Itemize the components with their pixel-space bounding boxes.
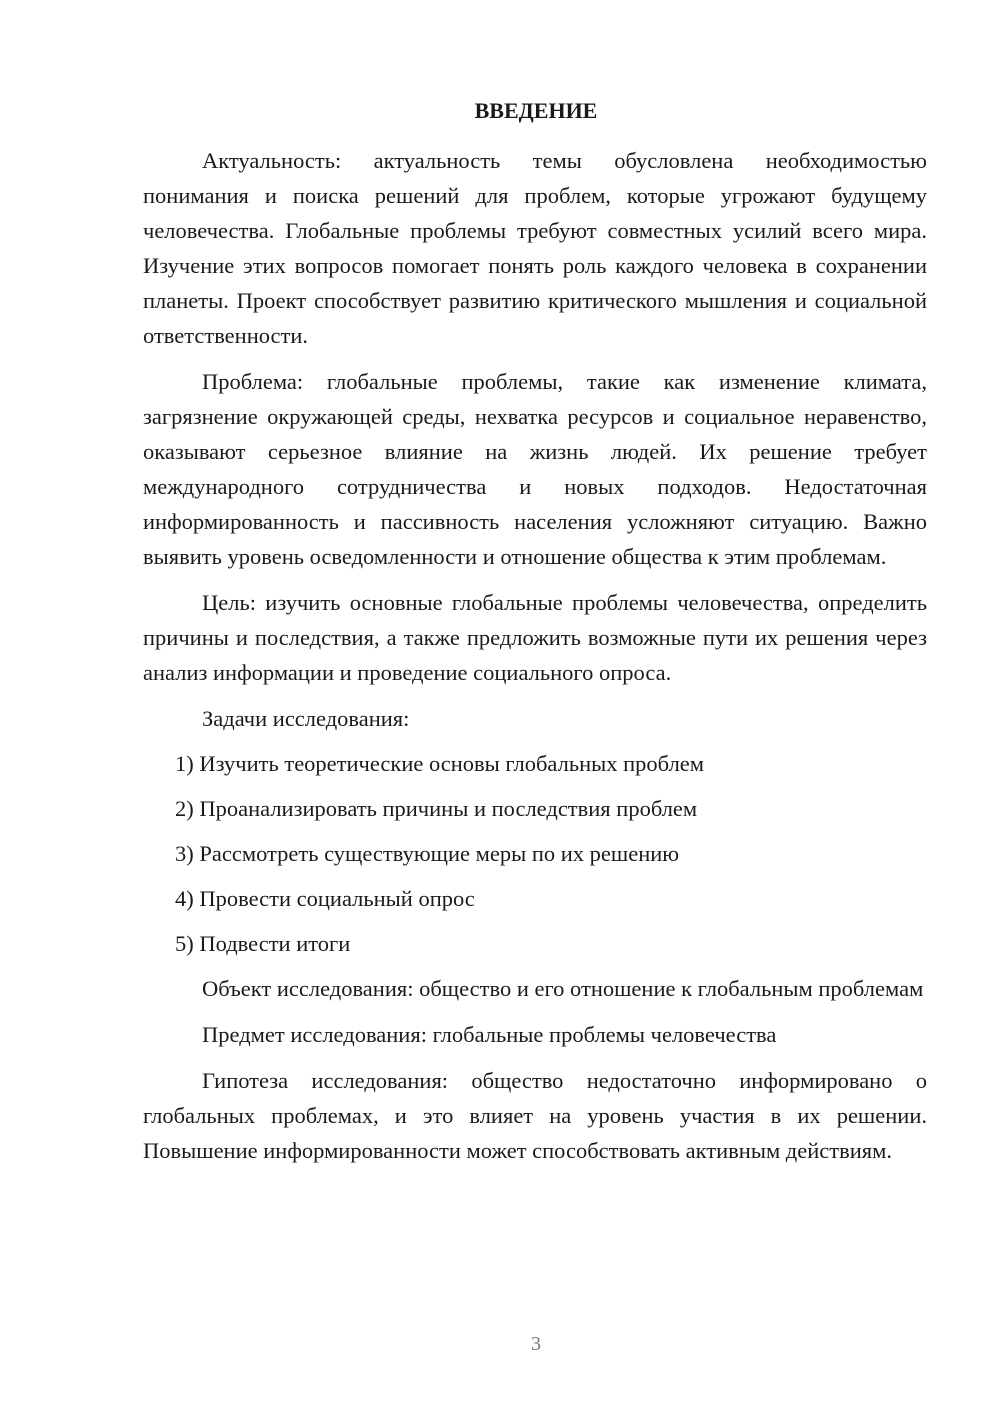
relevance-paragraph: Актуальность: актуальность темы обусловлена необходимостью понимания и поиска решений для проблем, которые угрожают будущему человечества. Глобальные проблемы требуют совместных усилий всего мира. Изучение этих вопросов помогает понять роль каждого человека в сохранении планеты. Проект способствует развитию критического мышления и социальной ответственности. xyxy=(143,148,927,348)
list-item: 2) Проанализировать причины и последствия проблем xyxy=(175,796,698,821)
goal-paragraph: Цель: изучить основные глобальные проблемы человечества, определить причины и последствия, а также предложить возможные пути их решения через анализ информации и проведение социального опроса. xyxy=(143,590,927,685)
tasks-list xyxy=(143,746,927,961)
tasks-heading: Задачи исследования: xyxy=(202,706,410,731)
document-body xyxy=(143,143,927,1168)
object-paragraph: Объект исследования: общество и его отношение к глобальным проблемам xyxy=(202,976,924,1001)
list-item: 5) Подвести итоги xyxy=(175,931,351,956)
list-item: 4) Провести социальный опрос xyxy=(175,886,475,911)
page-title: ВВЕДЕНИЕ xyxy=(474,98,598,123)
list-item: 3) Рассмотреть существующие меры по их решению xyxy=(175,841,680,866)
page-number: 3 xyxy=(531,1333,541,1355)
list-item: 1) Изучить теоретические основы глобальных проблем xyxy=(175,751,705,776)
hypothesis-paragraph: Гипотеза исследования: общество недостаточно информировано о глобальных проблемах, и это влияет на уровень участия в их решении. Повышение информированности может способствовать активным действиям. xyxy=(143,1068,927,1163)
problem-paragraph: Проблема: глобальные проблемы, такие как изменение климата, загрязнение окружающей среды, нехватка ресурсов и социальное неравенство, оказывают серьезное влияние на жизнь людей. Их решение требует международного сотрудничества и новых подходов. Недостаточная информированность и пассивность населения усложняют ситуацию. Важно выявить уровень осведомленности и отношение общества к этим проблемам. xyxy=(143,369,927,569)
subject-paragraph: Предмет исследования: глобальные проблемы человечества xyxy=(202,1022,777,1047)
